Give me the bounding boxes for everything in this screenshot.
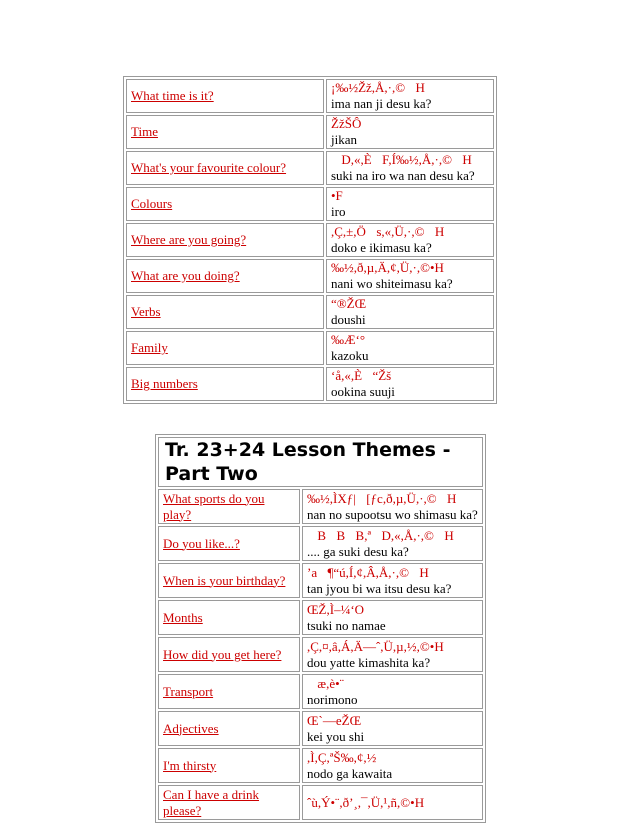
- table-row: [126, 79, 494, 113]
- kana-text: ˆù,Ý•¨,ð’¸,¯,Ü,¹,ñ,©•H: [307, 794, 425, 810]
- romaji-text: nan no supootsu wo shimasu ka?: [307, 506, 478, 522]
- table-row: [126, 259, 494, 293]
- romaji-text: iro: [331, 204, 346, 219]
- table-row: [158, 711, 483, 746]
- english-cell: [126, 367, 324, 401]
- kana-text: BBB,ªD,«,Å,·,©H: [307, 527, 454, 543]
- kana-text: ‰Æ‘°: [331, 332, 366, 347]
- english-cell: [126, 295, 324, 329]
- phrase-link[interactable]: I'm thirsty: [163, 757, 217, 773]
- table-row: [126, 151, 494, 185]
- table-row: [158, 674, 483, 709]
- table-row: [158, 637, 483, 672]
- vocabulary-table-two: [155, 434, 486, 823]
- japanese-cell: [302, 600, 483, 635]
- kana-text: Œ`—eŽŒ: [307, 712, 362, 728]
- english-cell: [158, 489, 300, 524]
- kana-text: D,«,ÈF,Í‰½,Å,·,©H: [331, 152, 472, 167]
- romaji-text: norimono: [307, 691, 358, 707]
- japanese-cell: [326, 151, 494, 185]
- kana-text: ‰½,ð,µ,Ä,¢,Ü,·,©•H: [331, 260, 444, 275]
- romaji-text: ima nan ji desu ka?: [331, 96, 432, 111]
- kana-text: ¡‰½Žž,Å,·,©H: [331, 80, 425, 95]
- phrase-link[interactable]: Family: [131, 340, 168, 355]
- english-cell: [126, 187, 324, 221]
- table-row: [158, 526, 483, 561]
- phrase-link[interactable]: What time is it?: [131, 88, 214, 103]
- table-row: [158, 600, 483, 635]
- table-row: [158, 563, 483, 598]
- english-cell: [158, 563, 300, 598]
- romaji-text: .... ga suki desu ka?: [307, 543, 409, 559]
- kana-text: æ,è•¨: [307, 675, 344, 691]
- kana-text: ’a¶“ú,Í,¢,Â,Å,·,©H: [307, 564, 429, 580]
- japanese-cell: [326, 115, 494, 149]
- kana-text: “®ŽŒ: [331, 296, 367, 311]
- romaji-text: nani wo shiteimasu ka?: [331, 276, 453, 291]
- phrase-link[interactable]: Where are you going?: [131, 232, 247, 247]
- japanese-cell: [326, 187, 494, 221]
- vocabulary-table-one: [123, 76, 497, 404]
- japanese-cell: [302, 637, 483, 672]
- kana-text: ‘å,«,È“Žš: [331, 368, 392, 383]
- phrase-link[interactable]: Transport: [163, 683, 214, 699]
- table-title: Tr. 23+24 Lesson Themes - Part Two: [158, 437, 483, 487]
- japanese-cell: [326, 367, 494, 401]
- phrase-link[interactable]: Can I have a drink please?: [163, 786, 260, 818]
- phrase-link[interactable]: Time: [131, 124, 158, 139]
- kana-text: ŒŽ,Ì–¼‘O: [307, 601, 365, 617]
- table-row: [158, 489, 483, 524]
- kana-text: ŽžŠÔ: [331, 116, 362, 131]
- japanese-cell: [326, 331, 494, 365]
- phrase-link[interactable]: How did you get here?: [163, 646, 282, 662]
- romaji-text: dou yatte kimashita ka?: [307, 654, 431, 670]
- romaji-text: doko e ikimasu ka?: [331, 240, 432, 255]
- romaji-text: tsuki no namae: [307, 617, 386, 633]
- phrase-link[interactable]: What are you doing?: [131, 268, 240, 283]
- romaji-text: kei you shi: [307, 728, 365, 744]
- english-cell: [126, 331, 324, 365]
- english-cell: [158, 674, 300, 709]
- romaji-text: tan jyou bi wa itsu desu ka?: [307, 580, 452, 596]
- phrase-link[interactable]: What's your favourite colour?: [131, 160, 287, 175]
- table-row: [158, 785, 483, 820]
- japanese-cell: [326, 295, 494, 329]
- table-row: [126, 223, 494, 257]
- kana-text: ,Ì,Ç,ªŠ‰,¢,½: [307, 749, 377, 765]
- japanese-cell: [326, 79, 494, 113]
- table-row: [158, 748, 483, 783]
- english-cell: [126, 151, 324, 185]
- japanese-cell: [302, 563, 483, 598]
- english-cell: [158, 711, 300, 746]
- english-cell: [158, 748, 300, 783]
- kana-text: ,Ç,¤,â,Á,Ä—ˆ,Ü,µ,½,©•H: [307, 638, 444, 654]
- kana-text: ,Ç,±,Ös,«,Ü,·,©H: [331, 224, 445, 239]
- table-row: [126, 367, 494, 401]
- kana-text: •F: [331, 188, 343, 203]
- phrase-link[interactable]: Do you like...?: [163, 535, 240, 551]
- romaji-text: doushi: [331, 312, 366, 327]
- table-row: [126, 115, 494, 149]
- romaji-text: ookina suuji: [331, 384, 395, 399]
- english-cell: [158, 637, 300, 672]
- japanese-cell: [302, 711, 483, 746]
- phrase-link[interactable]: Verbs: [131, 304, 161, 319]
- english-cell: [158, 600, 300, 635]
- japanese-cell: [326, 223, 494, 257]
- kana-text: ‰½,ÌXƒ|[ƒc,ð,µ,Ü,·,©H: [307, 490, 457, 506]
- table-row: [126, 295, 494, 329]
- english-cell: [126, 79, 324, 113]
- english-cell: [126, 259, 324, 293]
- phrase-link[interactable]: What sports do you play?: [163, 490, 265, 522]
- english-cell: [158, 526, 300, 561]
- phrase-link[interactable]: Big numbers: [131, 376, 198, 391]
- phrase-link[interactable]: Adjectives: [163, 720, 219, 736]
- romaji-text: nodo ga kawaita: [307, 765, 393, 781]
- table-row: [126, 187, 494, 221]
- english-cell: [126, 115, 324, 149]
- english-cell: [158, 785, 300, 820]
- table-title-row: [158, 437, 483, 487]
- japanese-cell: [302, 785, 483, 820]
- table-row: [126, 331, 494, 365]
- japanese-cell: [302, 489, 483, 524]
- japanese-cell: [302, 674, 483, 709]
- japanese-cell: [302, 748, 483, 783]
- romaji-text: kazoku: [331, 348, 369, 363]
- english-cell: [126, 223, 324, 257]
- phrase-link[interactable]: Months: [163, 609, 203, 625]
- romaji-text: jikan: [331, 132, 357, 147]
- japanese-cell: [326, 259, 494, 293]
- phrase-link[interactable]: Colours: [131, 196, 173, 211]
- japanese-cell: [302, 526, 483, 561]
- romaji-text: suki na iro wa nan desu ka?: [331, 168, 475, 183]
- phrase-link[interactable]: When is your birthday?: [163, 572, 286, 588]
